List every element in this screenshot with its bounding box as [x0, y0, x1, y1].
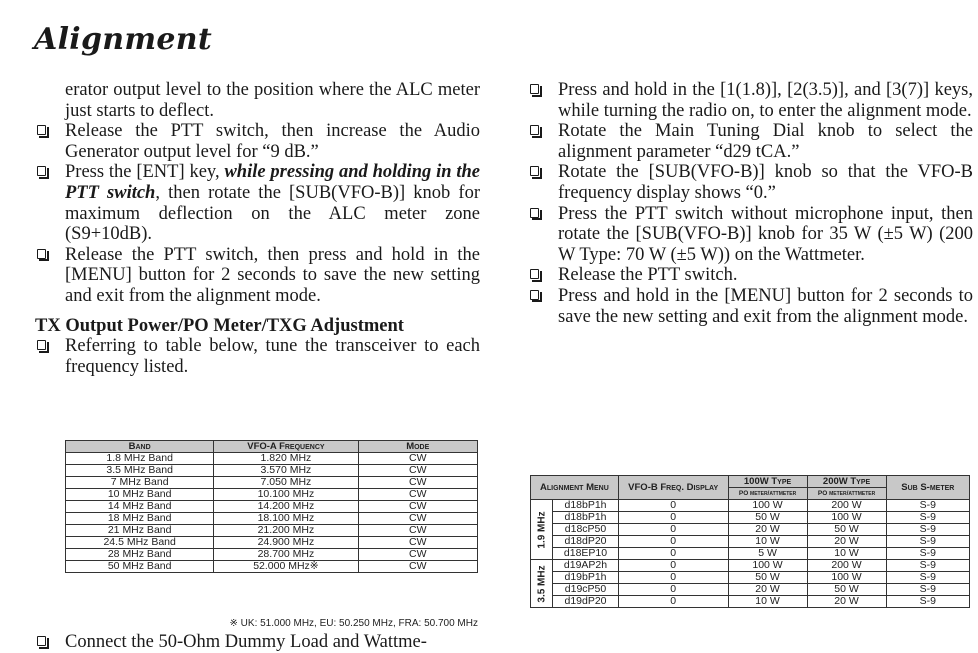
column-header: VFO-B Freq. Display: [618, 476, 728, 500]
table-row: 10 MHz Band 10.100 MHz CW: [66, 489, 478, 501]
step-item: Rotate the Main Tuning Dial knob to select the alignment parameter “d29 tCA.”: [528, 121, 973, 162]
band-group-label: 3.5 MHz: [531, 560, 553, 608]
table-footnote: ※ UK: 51.000 MHz, EU: 50.250 MHz, FRA: 50.700 MHz: [229, 618, 478, 629]
table-row: d19cP50 0 20 W 50 W S-9: [531, 584, 970, 596]
step-item: Release the PTT switch.: [528, 265, 973, 286]
checkbox-icon: [530, 125, 539, 135]
step-item: Press and hold in the [1(1.8)], [2(3.5)], and [3(7)] keys, while turning the radio on, to enter the alignment mode.: [528, 80, 973, 121]
table-row: 7 MHz Band 7.050 MHz CW: [66, 477, 478, 489]
checkbox-icon: [530, 166, 539, 176]
step-item: Press the [ENT] key, while pressing and holding in the PTT switch, then rotate the [SUB(VFO-B)] knob for maximum deflection on the ALC meter zone (S9+10dB).: [35, 162, 480, 244]
checkbox-icon: [37, 166, 46, 176]
band-group-label: 1.9 MHz: [531, 500, 553, 560]
table-row: 18 MHz Band 18.100 MHz CW: [66, 513, 478, 525]
column-header: 100W Type: [728, 476, 807, 488]
table-row: d19dP20 0 10 W 20 W S-9: [531, 596, 970, 608]
emphasis-text: while pressing and holding in the PTT switch: [65, 162, 480, 203]
checkbox-icon: [530, 208, 539, 218]
page-title: Alignment: [34, 22, 213, 57]
checkbox-icon: [37, 636, 46, 646]
table-row: d18bP1h 0 50 W 100 W S-9: [531, 512, 970, 524]
table-row: 50 MHz Band 52.000 MHz※ CW: [66, 561, 478, 573]
section-heading: TX Output Power/PO Meter/TXG Adjustment: [35, 315, 404, 336]
table-row: 1.9 MHz d18bP1h 0 100 W 200 W S-9: [531, 500, 970, 512]
table-row: d18dP20 0 10 W 20 W S-9: [531, 536, 970, 548]
step-item: Release the PTT switch, then press and hold in the [MENU] button for 2 seconds to save the new setting and exit from the alignment mode.: [35, 245, 480, 307]
checkbox-icon: [530, 84, 539, 94]
column-header: Alignment Menu: [531, 476, 619, 500]
column-header: Mode: [358, 441, 478, 453]
step-item: Connect the 50-Ohm Dummy Load and Wattme-: [35, 632, 510, 653]
alignment-settings-table: [530, 475, 970, 608]
table-row: d18EP10 0 5 W 10 W S-9: [531, 548, 970, 560]
column-header: 200W Type: [807, 476, 886, 488]
table-row: 28 MHz Band 28.700 MHz CW: [66, 549, 478, 561]
table-row: d18cP50 0 20 W 50 W S-9: [531, 524, 970, 536]
continuation-text: erator output level to the position where the ALC meter just starts to deflect.: [65, 80, 480, 121]
step-item: Referring to table below, tune the transceiver to each frequency listed.: [35, 336, 480, 377]
column-header: Sub S-meter: [886, 476, 969, 500]
column-header: Band: [66, 441, 214, 453]
left-column: [35, 80, 480, 377]
table-row: 24.5 MHz Band 24.900 MHz CW: [66, 537, 478, 549]
checkbox-icon: [37, 249, 46, 259]
table-row: 21 MHz Band 21.200 MHz CW: [66, 525, 478, 537]
band-frequency-table: [65, 440, 478, 573]
table-row: 1.8 MHz Band 1.820 MHz CW: [66, 453, 478, 465]
table-row: 3.5 MHz d19AP2h 0 100 W 200 W S-9: [531, 560, 970, 572]
checkbox-icon: [37, 340, 46, 350]
right-column: [528, 80, 973, 327]
column-subheader: PO meter/attmeter: [807, 488, 886, 500]
step-item: Rotate the [SUB(VFO-B)] knob so that the VFO-B frequency display shows “0.”: [528, 162, 973, 203]
table-row: d19bP1h 0 50 W 100 W S-9: [531, 572, 970, 584]
checkbox-icon: [530, 290, 539, 300]
checkbox-icon: [37, 125, 46, 135]
step-item: Press and hold in the [MENU] button for 2 seconds to save the new setting and exit from the alignment mode.: [528, 286, 973, 327]
table-row: 3.5 MHz Band 3.570 MHz CW: [66, 465, 478, 477]
step-item: Release the PTT switch, then increase the Audio Generator output level for “9 dB.”: [35, 121, 480, 162]
column-subheader: PO meter/attmeter: [728, 488, 807, 500]
column-header: VFO-A Frequency: [214, 441, 358, 453]
table-row: 14 MHz Band 14.200 MHz CW: [66, 501, 478, 513]
step-item: Press the PTT switch without microphone input, then rotate the [SUB(VFO-B)] knob for 35 W (±5 W) (200 W Type: 70 W (±5 W)) on the Wattmeter.: [528, 204, 973, 266]
checkbox-icon: [530, 269, 539, 279]
